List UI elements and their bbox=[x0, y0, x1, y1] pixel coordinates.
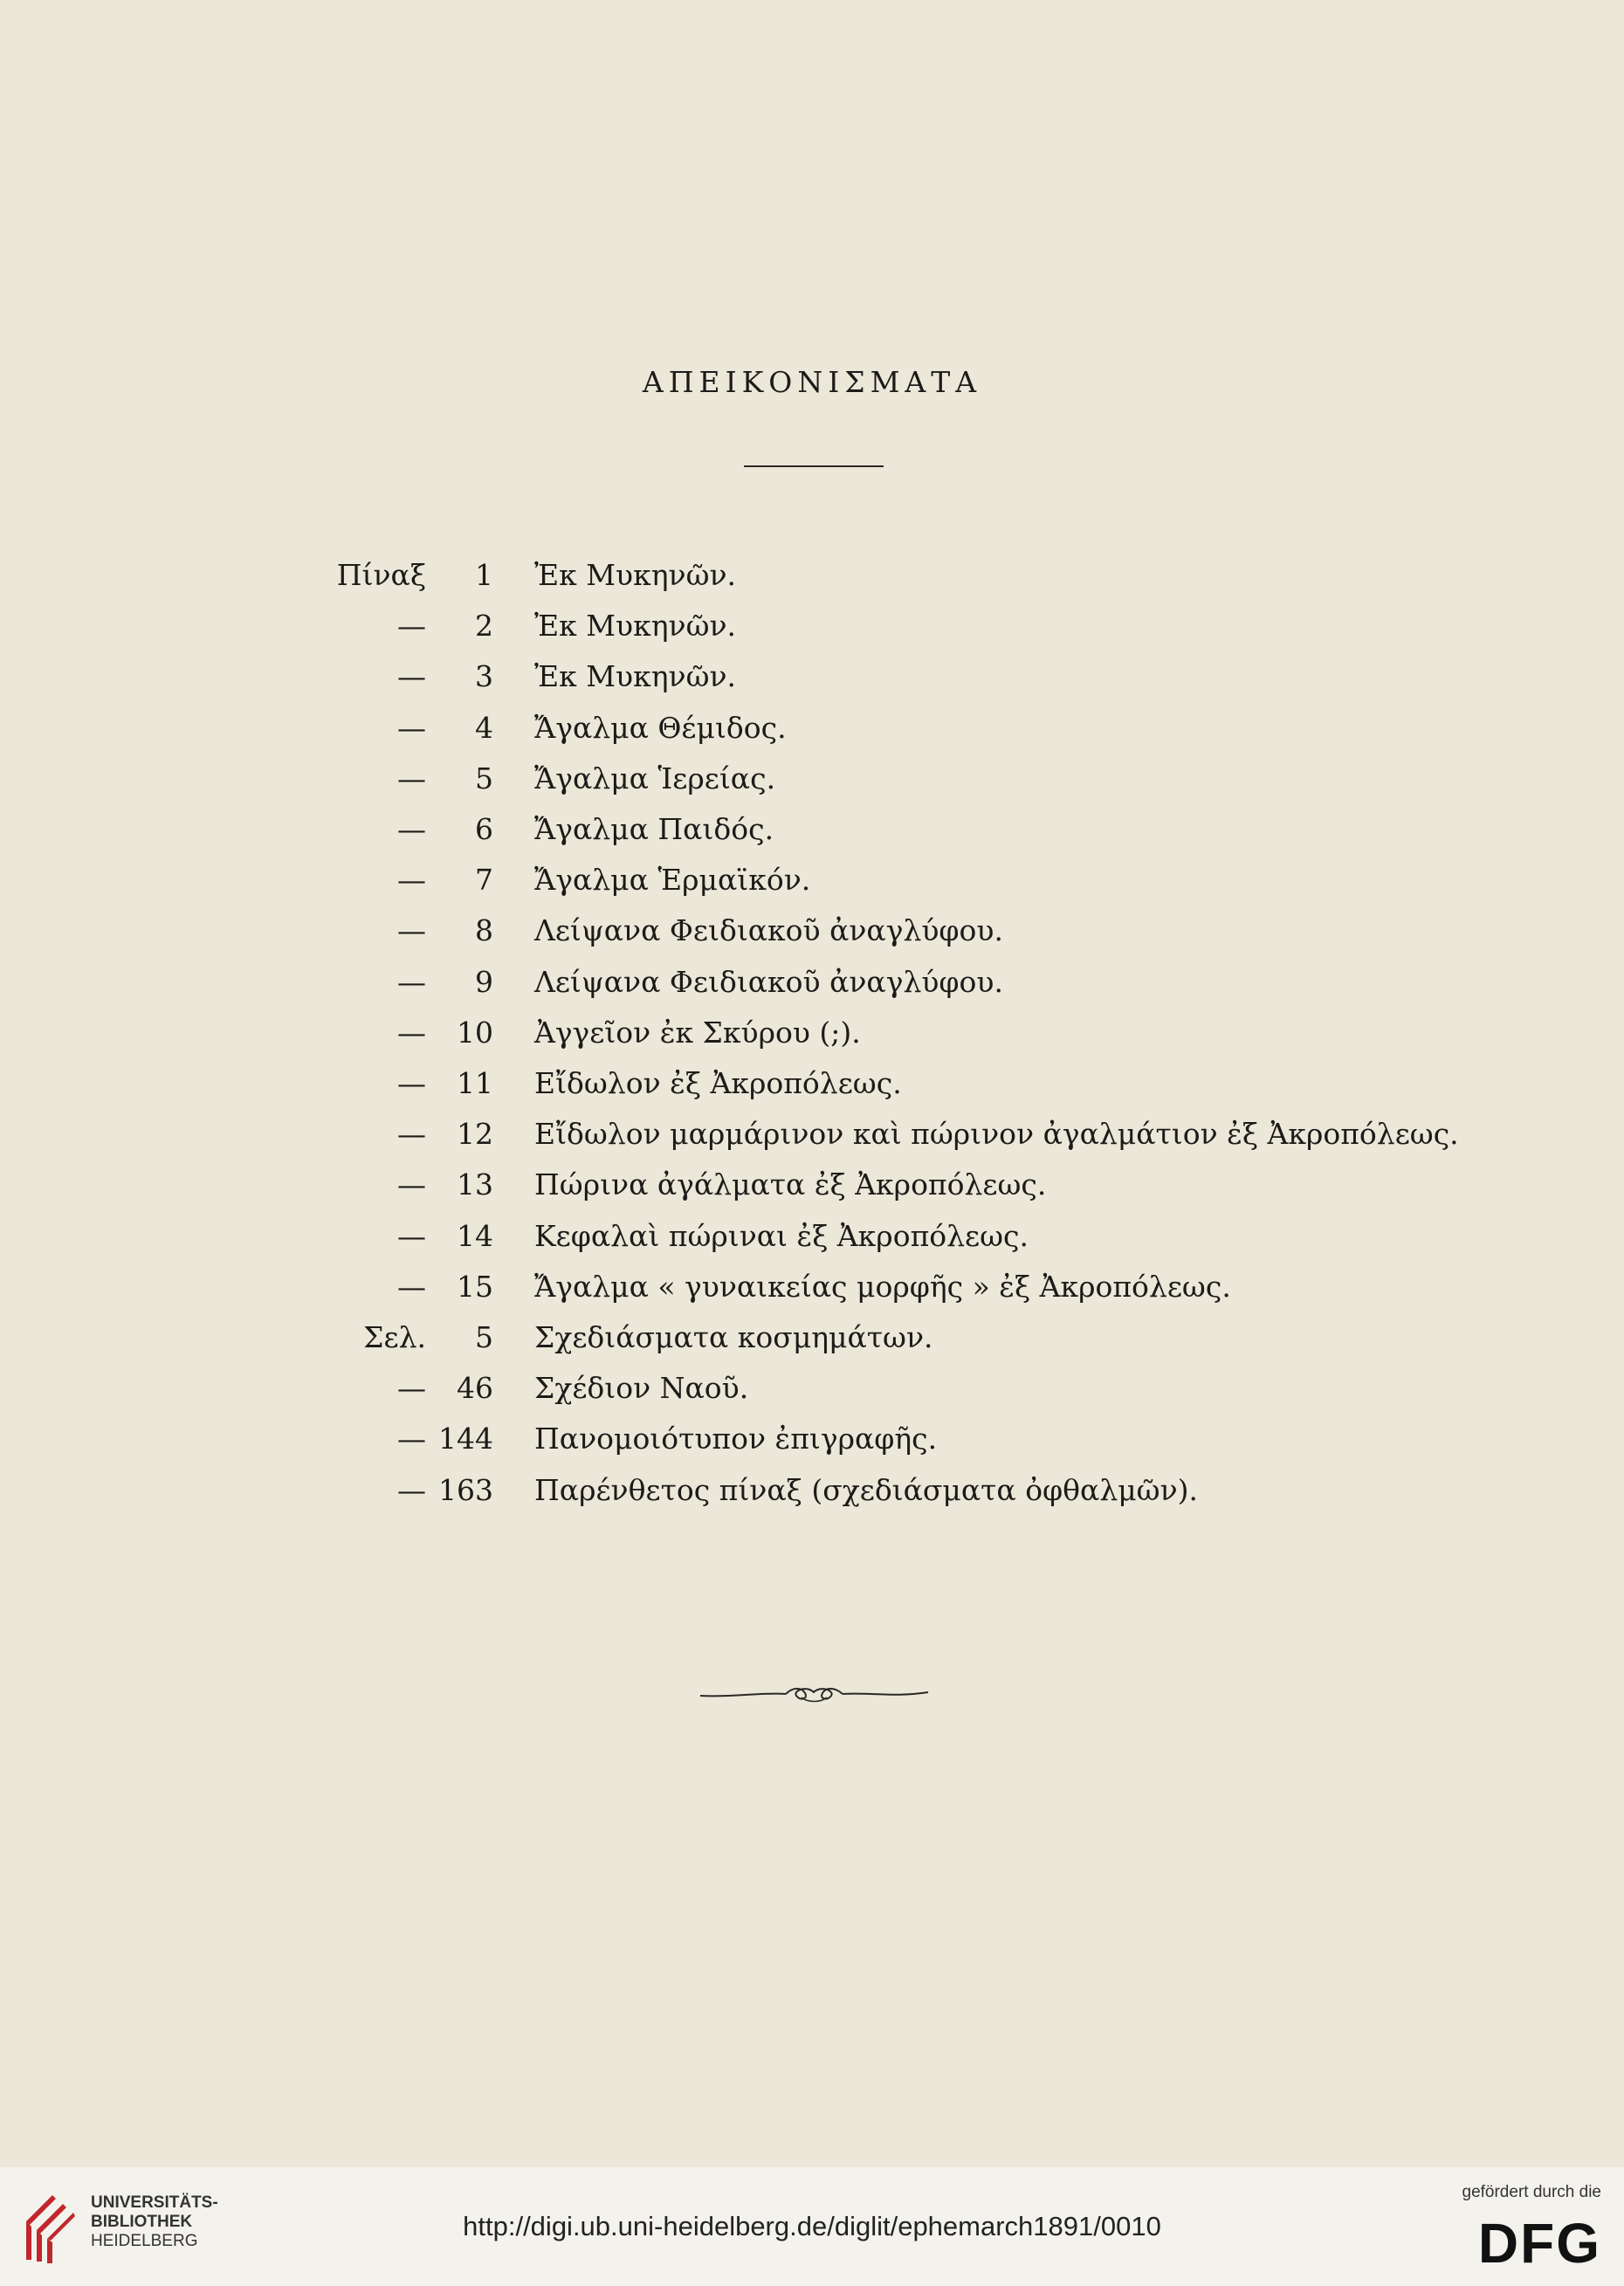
list-item bbox=[0, 1262, 1624, 1312]
entry-prefix: Πίναξ bbox=[336, 558, 426, 592]
list-item bbox=[0, 1465, 1624, 1516]
entry-prefix: — bbox=[397, 1371, 426, 1405]
entry-prefix: — bbox=[397, 711, 426, 745]
list-item bbox=[0, 651, 1624, 702]
entry-title: Ἐκ Μυκηνῶν. bbox=[534, 659, 737, 693]
entry-number: 10 bbox=[457, 1016, 493, 1050]
entry-prefix: — bbox=[397, 812, 426, 846]
entry-title: Ἄγαλμα Ἱερείας. bbox=[534, 761, 776, 795]
list-item bbox=[0, 1008, 1624, 1058]
list-item bbox=[0, 1211, 1624, 1262]
ornament-flourish bbox=[698, 1677, 930, 1711]
entry-title: Ἐκ Μυκηνῶν. bbox=[534, 558, 737, 592]
entry-number: 1 bbox=[475, 558, 493, 592]
entry-number: 6 bbox=[475, 812, 493, 846]
entry-number: 13 bbox=[457, 1167, 493, 1202]
list-item bbox=[0, 601, 1624, 651]
list-item bbox=[0, 957, 1624, 1008]
library-name-line1: UNIVERSITÄTS- bbox=[91, 2193, 218, 2212]
entry-number: 144 bbox=[438, 1422, 493, 1456]
funded-by-label: gefördert durch die bbox=[1462, 2183, 1601, 2201]
entry-title: Εἴδωλον μαρμάρινον καὶ πώρινον ἀγαλμάτιον ἐξ Ἀκροπόλεως. bbox=[534, 1117, 1459, 1151]
library-name-line3: HEIDELBERG bbox=[91, 2232, 198, 2250]
entry-prefix: Σελ. bbox=[363, 1320, 426, 1354]
entry-title: Λείψανα Φειδιακοῦ ἀναγλύφου. bbox=[534, 913, 1003, 947]
entry-number: 5 bbox=[475, 761, 493, 795]
entry-title: Παρένθετος πίναξ (σχεδιάσματα ὀφθαλμῶν). bbox=[534, 1473, 1199, 1507]
entry-number: 46 bbox=[457, 1371, 493, 1405]
permalink-url[interactable]: http://digi.ub.uni-heidelberg.de/diglit/ephemarch1891/0010 bbox=[463, 2211, 1161, 2241]
entry-prefix: — bbox=[397, 965, 426, 999]
list-item bbox=[0, 905, 1624, 956]
entry-number: 7 bbox=[475, 863, 493, 897]
entry-prefix: — bbox=[397, 1066, 426, 1100]
dfg-logo: DFG bbox=[1477, 2212, 1601, 2275]
entry-title: Σχέδιον Ναοῦ. bbox=[534, 1371, 749, 1405]
entry-prefix: — bbox=[397, 659, 426, 693]
entry-title: Πανομοιότυπον ἐπιγραφῆς. bbox=[534, 1422, 938, 1456]
entry-number: 8 bbox=[475, 913, 493, 947]
entry-number: 2 bbox=[475, 609, 493, 643]
entry-prefix: — bbox=[397, 1117, 426, 1151]
entry-number: 5 bbox=[475, 1320, 493, 1354]
entry-prefix: — bbox=[397, 863, 426, 897]
entry-title: Ἐκ Μυκηνῶν. bbox=[534, 609, 737, 643]
entry-title: Ἀγγεῖον ἐκ Σκύρου (;). bbox=[534, 1016, 861, 1050]
library-name-line2: BIBLIOTHEK bbox=[91, 2213, 193, 2231]
entry-prefix: — bbox=[397, 913, 426, 947]
list-item bbox=[0, 754, 1624, 804]
entry-number: 11 bbox=[457, 1066, 493, 1100]
entry-number: 4 bbox=[475, 711, 493, 745]
entry-title: Λείψανα Φειδιακοῦ ἀναγλύφου. bbox=[534, 965, 1003, 999]
entry-prefix: — bbox=[397, 1167, 426, 1202]
list-item bbox=[0, 1058, 1624, 1109]
list-item bbox=[0, 1414, 1624, 1464]
entry-title: Ἄγαλμα Ἑρμαϊκόν. bbox=[534, 863, 811, 897]
list-item bbox=[0, 1160, 1624, 1210]
entry-prefix: — bbox=[397, 609, 426, 643]
entry-number: 12 bbox=[457, 1117, 493, 1151]
entry-prefix: — bbox=[397, 1219, 426, 1253]
entry-prefix: — bbox=[397, 1473, 426, 1507]
entry-title: Σχεδιάσματα κοσμημάτων. bbox=[534, 1320, 933, 1354]
entry-number: 3 bbox=[475, 659, 493, 693]
entry-prefix: — bbox=[397, 1270, 426, 1304]
entry-title: Κεφαλαὶ πώριναι ἐξ Ἀκροπόλεως. bbox=[534, 1219, 1029, 1253]
list-item bbox=[0, 1312, 1624, 1363]
list-item bbox=[0, 1109, 1624, 1160]
entry-number: 9 bbox=[475, 965, 493, 999]
entry-prefix: — bbox=[397, 1016, 426, 1050]
entry-number: 163 bbox=[438, 1473, 493, 1507]
list-item bbox=[0, 855, 1624, 905]
viewer-footer bbox=[0, 2167, 1624, 2286]
entry-title: Εἴδωλον ἐξ Ἀκροπόλεως. bbox=[534, 1066, 902, 1100]
entry-number: 15 bbox=[457, 1270, 493, 1304]
entry-title: Πώρινα ἀγάλματα ἐξ Ἀκροπόλεως. bbox=[534, 1167, 1047, 1202]
page-heading: ΑΠΕΙΚΟΝΙΣΜΑΤΑ bbox=[642, 365, 982, 399]
entry-title: Ἄγαλμα « γυναικείας μορφῆς » ἐξ Ἀκροπόλεως. bbox=[534, 1270, 1231, 1304]
list-item bbox=[0, 804, 1624, 855]
entry-title: Ἄγαλμα Θέμιδος. bbox=[534, 711, 787, 745]
list-item bbox=[0, 1363, 1624, 1414]
heading-rule bbox=[744, 465, 884, 467]
entry-title: Ἄγαλμα Παιδός. bbox=[534, 812, 774, 846]
list-item bbox=[0, 550, 1624, 601]
entry-number: 14 bbox=[457, 1219, 493, 1253]
list-item bbox=[0, 703, 1624, 754]
entry-prefix: — bbox=[397, 1422, 426, 1456]
entry-prefix: — bbox=[397, 761, 426, 795]
